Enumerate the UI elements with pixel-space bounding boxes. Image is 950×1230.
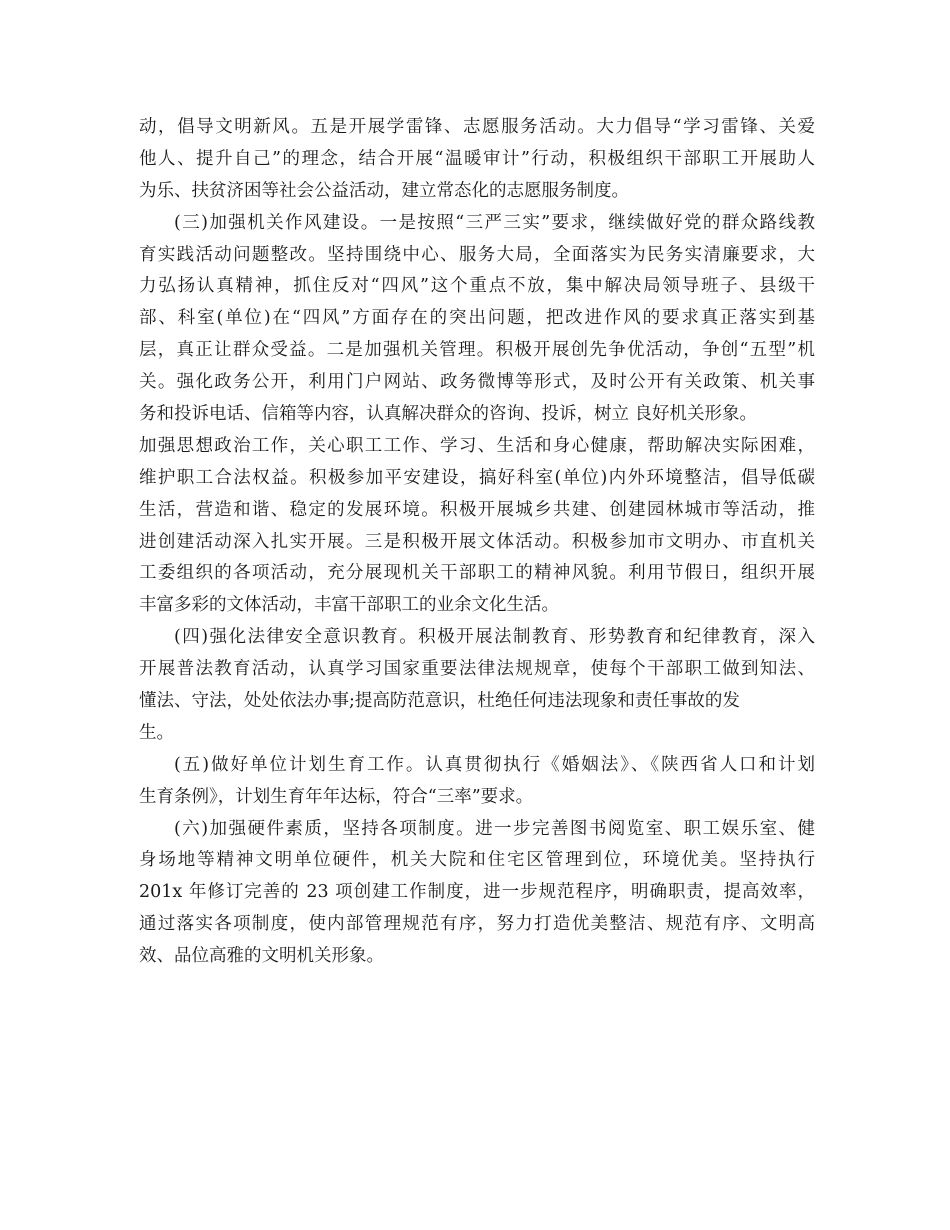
text-line: 动，倡导文明新风。五是开展学雷锋、志愿服务活动。大力倡导“学习雷锋、关爱 (139, 117, 815, 137)
text-line: 生。 (139, 722, 174, 743)
text-line: 效、品位高雅的文明机关形象。 (139, 946, 384, 967)
text-line: 进创建活动深入扎实开展。三是积极开展文体活动。积极参加市文明办、市直机关 (139, 531, 815, 552)
text-line: 部、科室(单位)在“四风”方面存在的突出问题，把改进作风的要求真正落实到基 (139, 308, 815, 329)
text-line: 工委组织的各项活动，充分展现机关干部职工的精神风貌。利用节假日，组织开展 (139, 563, 815, 584)
text-line: (三)加强机关作风建设。一是按照“三严三实”要求，继续做好党的群众路线教 (174, 212, 815, 233)
text-line: 力弘扬认真精神，抓住反对“四风”这个重点不放，集中解决局领导班子、县级干 (139, 276, 815, 297)
text-line: (五)做好单位计划生育工作。认真贯彻执行《婚姻法》、《陕西省人口和计划 (174, 754, 815, 775)
text-line: 身场地等精神文明单位硬件，机关大院和住宅区管理到位，环境优美。坚持执行 (139, 850, 815, 871)
text-line: (六)加强硬件素质，坚持各项制度。进一步完善图书阅览室、职工娱乐室、健 (174, 818, 815, 839)
text-line: 务和投诉电话、信箱等内容，认真解决群众的咨询、投诉，树立 良好机关形象。 (139, 404, 758, 425)
text-line: (四)强化法律安全意识教育。积极开展法制教育、形势教育和纪律教育，深入 (174, 627, 815, 648)
text-line: 201x 年修订完善的 23 项创建工作制度，进一步规范程序，明确职责，提高效率， (139, 882, 815, 903)
body-text (139, 112, 815, 973)
text-line: 丰富多彩的文体活动，丰富干部职工的业余文化生活。 (139, 595, 559, 616)
text-line: 他人、提升自己”的理念，结合开展“温暖审计”行动，积极组织干部职工开展助人 (139, 148, 815, 169)
text-line: 通过落实各项制度，使内部管理规范有序，努力打造优美整洁、规范有序、文明高 (139, 914, 815, 935)
text-line: 懂法、守法，处处依法办事;提高防范意识，杜绝任何违法现象和责任事故的发 (139, 691, 740, 712)
text-line: 开展普法教育活动，认真学习国家重要法律法规规章，使每个干部职工做到知法、 (139, 659, 815, 680)
text-line: 加强思想政治工作，关心职工工作、学习、生活和身心健康，帮助解决实际困难， (139, 435, 815, 456)
text-line: 层，真正让群众受益。二是加强机关管理。积极开展创先争优活动，争创“五型”机 (139, 340, 815, 361)
text-line: 维护职工合法权益。积极参加平安建设，搞好科室(单位)内外环境整洁，倡导低碳 (139, 467, 815, 488)
text-line: 为乐、扶贫济困等社会公益活动，建立常态化的志愿服务制度。 (139, 180, 629, 201)
text-line: 关。强化政务公开，利用门户网站、政务微博等形式，及时公开有关政策、机关事 (139, 372, 815, 393)
text-line: 生活，营造和谐、稳定的发展环境。积极开展城乡共建、创建园林城市等活动，推 (139, 499, 815, 520)
text-line: 生育条例》，计划生育年年达标，符合“三率”要求。 (139, 786, 534, 807)
text-line: 育实践活动问题整改。坚持围绕中心、服务大局，全面落实为民务实清廉要求，大 (139, 244, 815, 265)
